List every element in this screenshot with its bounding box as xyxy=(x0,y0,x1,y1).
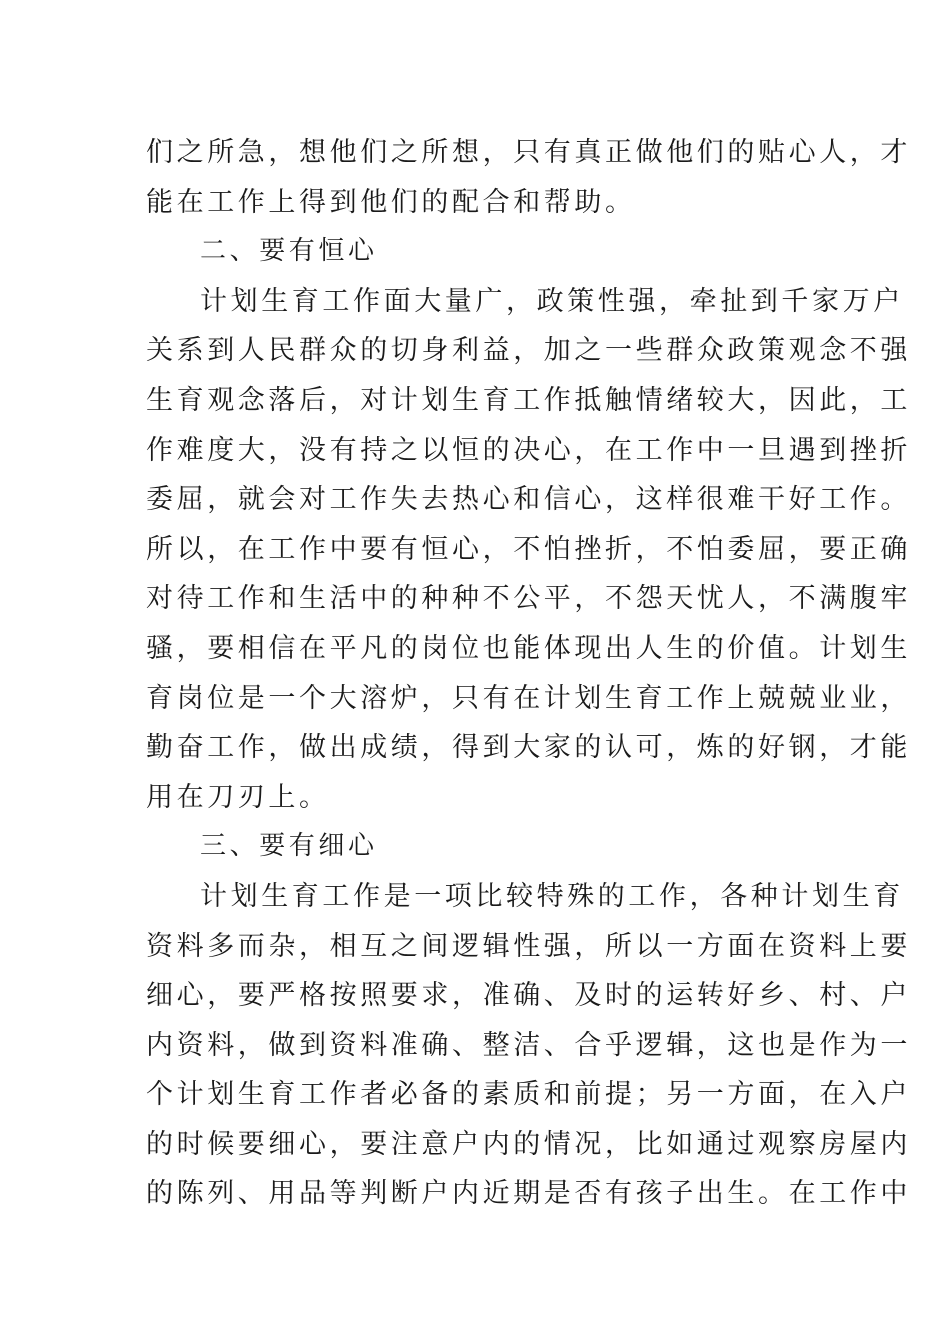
text-line: 骚，要相信在平凡的岗位也能体现出人生的价值。计划生 xyxy=(146,632,911,664)
text-line: 能在工作上得到他们的配合和帮助。 xyxy=(146,186,636,218)
text-line: 育岗位是一个大溶炉，只有在计划生育工作上兢兢业业， xyxy=(146,682,911,714)
text-line: 的陈列、用品等判断户内近期是否有孩子出生。在工作中 xyxy=(146,1178,911,1210)
text-line: 对待工作和生活中的种种不公平，不怨天忧人，不满腹牢 xyxy=(146,583,911,615)
text-line: 的时候要细心，要注意户内的情况，比如通过观察房屋内 xyxy=(146,1128,911,1160)
document-body xyxy=(146,128,911,1219)
text-line: 作难度大，没有持之以恒的决心，在工作中一旦遇到挫折 xyxy=(146,434,911,466)
section-heading: 二、要有恒心 xyxy=(200,236,378,267)
text-line: 所以，在工作中要有恒心，不怕挫折，不怕委屈，要正确 xyxy=(146,533,911,565)
text-line: 个计划生育工作者必备的素质和前提；另一方面，在入户 xyxy=(146,1079,911,1111)
text-line: 委屈，就会对工作失去热心和信心，这样很难干好工作。 xyxy=(146,484,911,516)
paragraph-first-line: 计划生育工作面大量广，政策性强，牵扯到千家万户 xyxy=(200,285,904,317)
text-line: 内资料，做到资料准确、整洁、合乎逻辑，这也是作为一 xyxy=(146,1029,911,1061)
text-line: 用在刀刃上。 xyxy=(146,781,330,813)
section-heading: 三、要有细心 xyxy=(200,831,378,862)
text-line: 勤奋工作，做出成绩，得到大家的认可，炼的好钢，才能 xyxy=(146,732,911,764)
text-line: 资料多而杂，相互之间逻辑性强，所以一方面在资料上要 xyxy=(146,930,911,962)
paragraph-first-line: 计划生育工作是一项比较特殊的工作，各种计划生育 xyxy=(200,880,904,912)
text-line: 们之所急，想他们之所想，只有真正做他们的贴心人，才 xyxy=(146,137,911,168)
text-line: 细心，要严格按照要求，准确、及时的运转好乡、村、户 xyxy=(146,980,911,1012)
text-line: 关系到人民群众的切身利益，加之一些群众政策观念不强 xyxy=(146,335,911,367)
text-line: 生育观念落后，对计划生育工作抵触情绪较大，因此，工 xyxy=(146,384,911,416)
